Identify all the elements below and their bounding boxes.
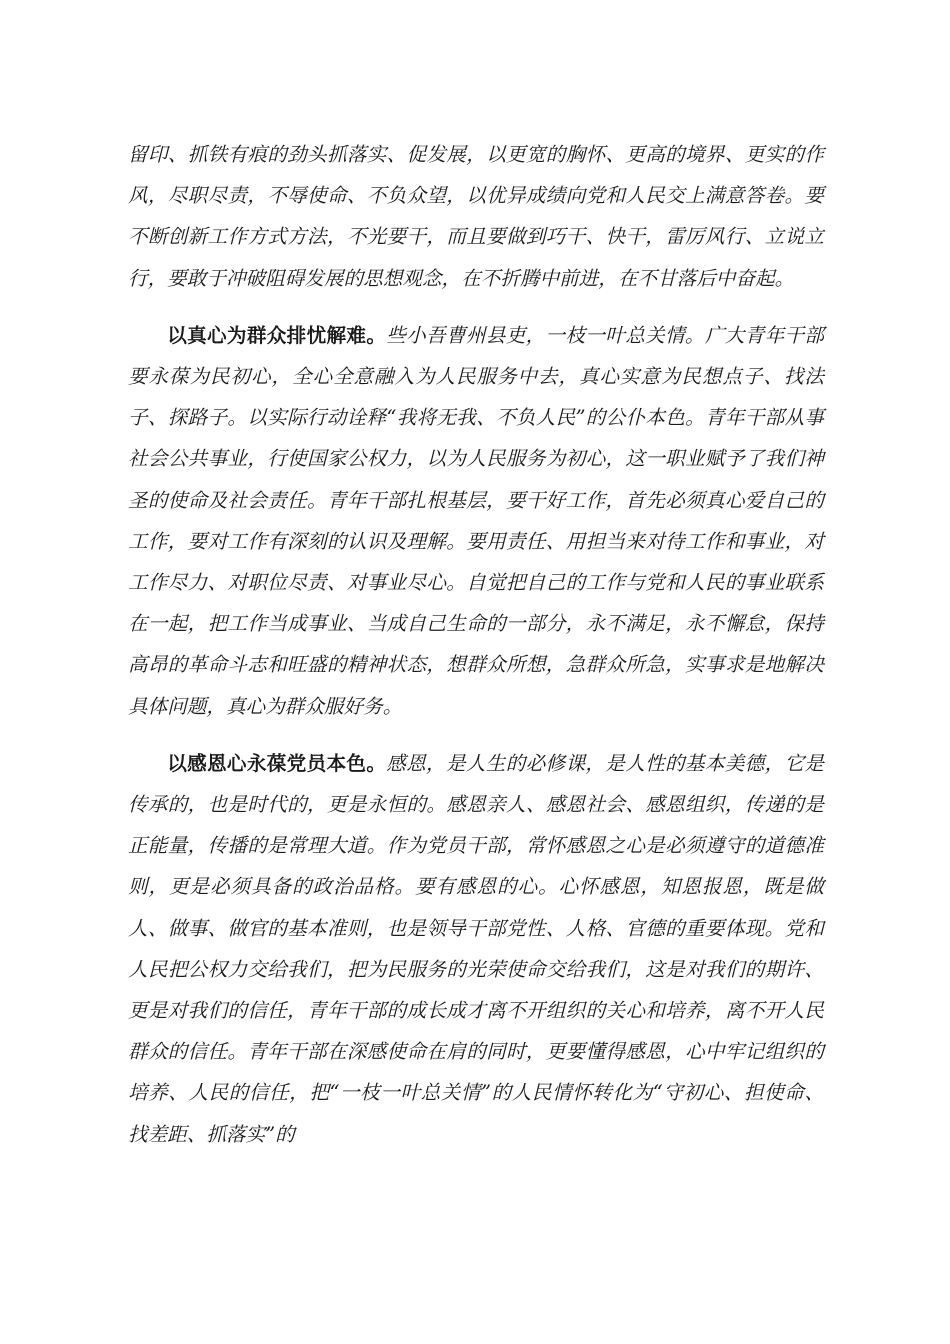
paragraph-text: 些小吾曹州县吏，一枝一叶总关情。广大青年干部要永葆为民初心，全心全意融入为人民服务中去，真心实意为民想点子、找法子、探路子。以实际行动诠释“我将无我、不负人民”的公仆本色。青年干部从事社会公共事业，行使国家公权力，以为人民服务为初心，这一职业赋予了我们神圣的使命及社会责任。青年干部扎根基层，要干好工作，首先必须真心爱自己的工作，要对工作有深刻的认识及理解。要用责任、用担当来对待工作和事业，对工作尽力、对职位尽责、对事业尽心。自觉把自己的工作与党和人民的事业联系在一起，把工作当成事业、当成自己生命的一部分，永不满足，永不懈怠，保持高昂的革命斗志和旺盛的精神状态，想群众所想，急群众所急，实事求是地解决具体问题，真心为群众服好务。 — [128, 323, 825, 718]
paragraph-text: 留印、抓铁有痕的劲头抓落实、促发展，以更宽的胸怀、更高的境界、更实的作风，尽职尽责，不辱使命、不负众望，以优异成绩向党和人民交上满意答卷。要不断创新工作方式方法，不光要干，而且要做到巧干、快干，雷厉风行、立说立行，要敢于冲破阻碍发展的思想观念，在不折腾中前进，在不甘落后中奋起。 — [128, 143, 824, 290]
paragraph-continuation — [128, 134, 824, 299]
document-body — [128, 134, 824, 1155]
paragraph-heading: 以感恩心永葆党员本色。 — [167, 751, 387, 775]
paragraph-gratitude — [128, 743, 824, 1155]
paragraph-text: 感恩，是人生的必修课，是人性的基本美德，它是传承的，也是时代的，更是永恒的。感恩亲人、感恩社会、感恩组织，传递的是正能量，传播的是常理大道。作为党员干部，常怀感恩之心是必须遵守的道德准则，更是必须具备的政治品格。要有感恩的心。心怀感恩，知恩报恩，既是做人、做事、做官的基本准则，也是领导干部党性、人格、官德的重要体现。党和人民把公权力交给我们，把为民服务的光荣使命交给我们，这是对我们的期许、更是对我们的信任，青年干部的成长成才离不开组织的关心和培养，离不开人民群众的信任。青年干部在深感使命在肩的同时，更要懂得感恩，心中牢记组织的培养、人民的信任，把“一枝一叶总关情”的人民情怀转化为“守初心、担使命、找差距、抓落实”的 — [128, 751, 825, 1146]
paragraph-sincere-heart — [128, 315, 824, 727]
paragraph-heading: 以真心为群众排忧解难。 — [167, 323, 387, 347]
